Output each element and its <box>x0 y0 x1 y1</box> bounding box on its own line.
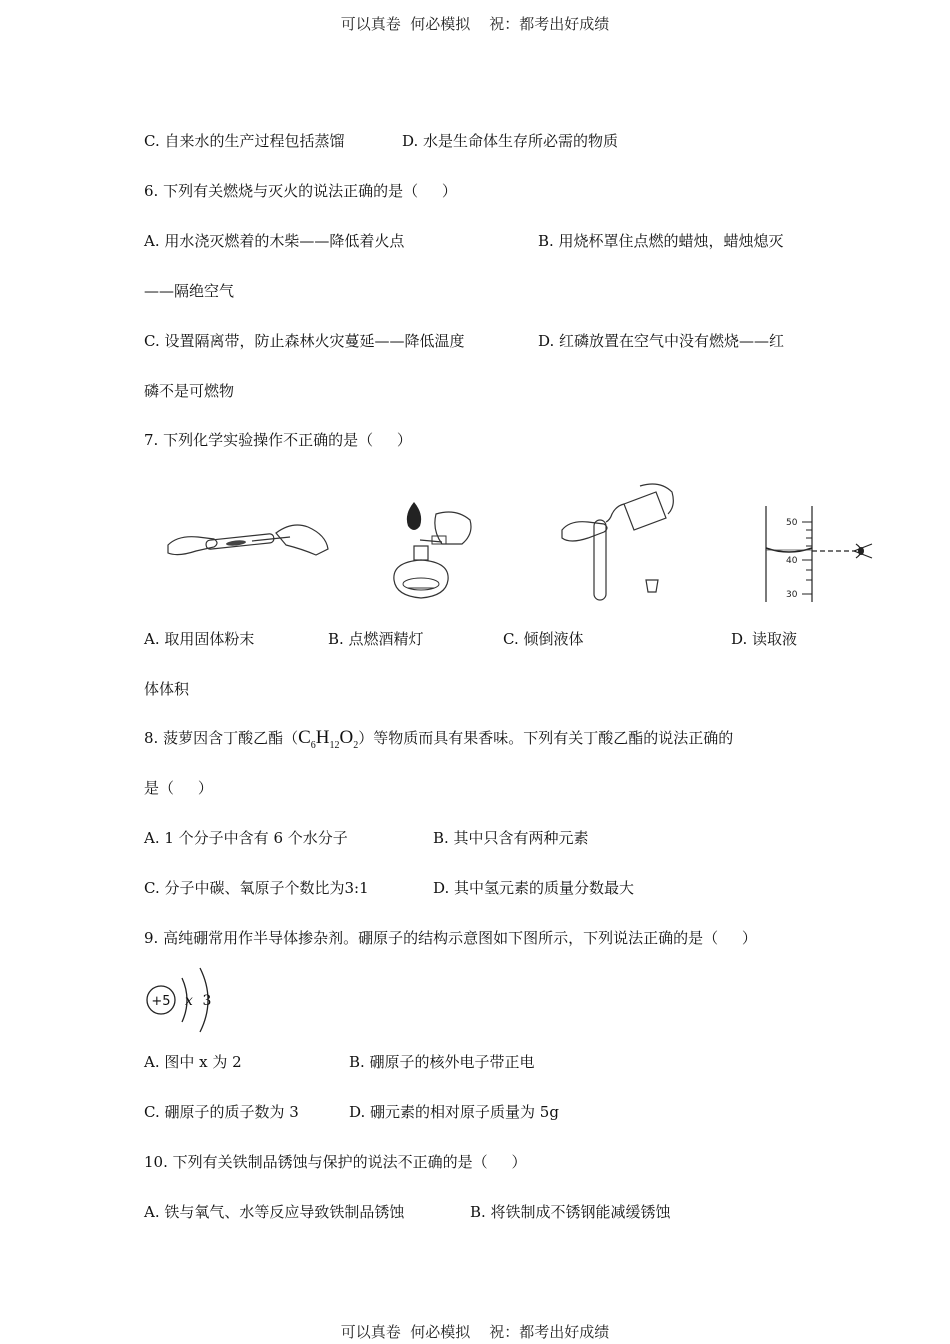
question-9 <box>144 928 757 968</box>
formula-c: C <box>298 727 311 748</box>
nucleus-charge: +5 <box>151 994 171 1009</box>
option-b: B. 点燃酒精灯 <box>328 630 424 648</box>
option-d: D. 读取液 <box>731 630 798 648</box>
eye-icon <box>858 547 864 555</box>
q7-option-d-cont <box>144 679 190 719</box>
alcohol-lamp-illustration <box>384 500 476 604</box>
option-a: A. 图中 x 为 2 <box>144 1053 242 1071</box>
option-d-continued: 磷不是可燃物 <box>144 382 235 400</box>
question-10 <box>144 1152 527 1192</box>
option-a: A. 1 个分子中含有 6 个水分子 <box>144 829 348 847</box>
q6-option-d-cont <box>144 381 235 421</box>
option-b: B. 其中只含有两种元素 <box>433 829 589 847</box>
option-a: A. 用水浇灭燃着的木柴——降低着火点 <box>144 232 405 250</box>
question-10-stem: 10. 下列有关铁制品锈蚀与保护的说法不正确的是（ ） <box>144 1153 527 1171</box>
option-c: C. 倾倒液体 <box>503 630 584 648</box>
question-6-stem: 6. 下列有关燃烧与灭火的说法正确的是（ ） <box>144 182 457 200</box>
q6-option-b-cont <box>144 281 235 321</box>
question-7-stem: 7. 下列化学实验操作不正确的是（ ） <box>144 431 412 449</box>
q10-options-ab <box>144 1202 671 1262</box>
option-c: C. 设置隔离带，防止森林火灾蔓延——降低温度 <box>144 332 465 350</box>
question-7 <box>144 430 412 470</box>
stem-suffix: ）等物质而具有果香味。下列有关丁酸乙酯的说法正确的 <box>358 729 734 747</box>
option-b-continued: ——隔绝空气 <box>144 282 235 300</box>
boron-atom-diagram <box>144 964 218 1036</box>
formula-c-sub: 6 <box>310 739 316 751</box>
option-d-continued: 体体积 <box>144 680 190 698</box>
question-6 <box>144 181 457 221</box>
option-a: A. 铁与氧气、水等反应导致铁制品锈蚀 <box>144 1203 405 1221</box>
option-c: C. 硼原子的质子数为 3 <box>144 1103 299 1121</box>
option-b: B. 将铁制成不锈钢能减缓锈蚀 <box>470 1203 671 1221</box>
question-8 <box>144 727 734 768</box>
graduated-cylinder-illustration <box>760 504 880 604</box>
formula-h: H <box>315 727 330 748</box>
question-8-stem <box>144 728 733 756</box>
option-d: D. 水是生命体生存所必需的物质 <box>402 132 619 150</box>
page-header: 可以真卷 何必模拟 祝：都考出好成绩 <box>340 15 610 33</box>
option-b: B. 用烧杯罩住点燃的蜡烛，蜡烛熄灭 <box>538 232 784 250</box>
option-d: D. 其中氢元素的质量分数最大 <box>433 879 635 897</box>
cylinder-tick-30: 30 <box>786 590 798 600</box>
question-9-stem: 9. 高纯硼常用作半导体掺杂剂。硼原子的结构示意图如下图所示，下列说法正确的是（ ） <box>144 929 757 947</box>
formula-o-sub: 2 <box>353 739 359 751</box>
question-8-cont <box>144 778 213 818</box>
powder-spatula-illustration <box>166 515 330 567</box>
page-footer: 可以真卷 何必模拟 祝：都考出好成绩 <box>340 1323 610 1341</box>
formula-o: O <box>339 727 354 748</box>
option-b: B. 硼原子的核外电子带正电 <box>349 1053 535 1071</box>
option-d: D. 红磷放置在空气中没有燃烧——红 <box>538 332 785 350</box>
pouring-liquid-illustration <box>560 482 678 602</box>
option-c: C. 分子中碳、氧原子个数比为3:1 <box>144 879 369 897</box>
chemical-formula <box>298 727 359 751</box>
option-d: D. 硼元素的相对原子质量为 5g <box>349 1103 559 1121</box>
stem-prefix: 8. 菠萝因含丁酸乙酯（ <box>144 729 299 747</box>
option-c: C. 自来水的生产过程包括蒸馏 <box>144 132 345 150</box>
cylinder-tick-50: 50 <box>786 518 798 528</box>
shell-2-electrons: 3 <box>202 993 212 1009</box>
cylinder-tick-40: 40 <box>786 556 798 566</box>
formula-h-sub: 12 <box>329 739 340 751</box>
option-a: A. 取用固体粉末 <box>144 630 255 648</box>
question-8-stem-cont: 是（ ） <box>144 779 213 797</box>
shell-1-electrons: x <box>185 993 193 1009</box>
